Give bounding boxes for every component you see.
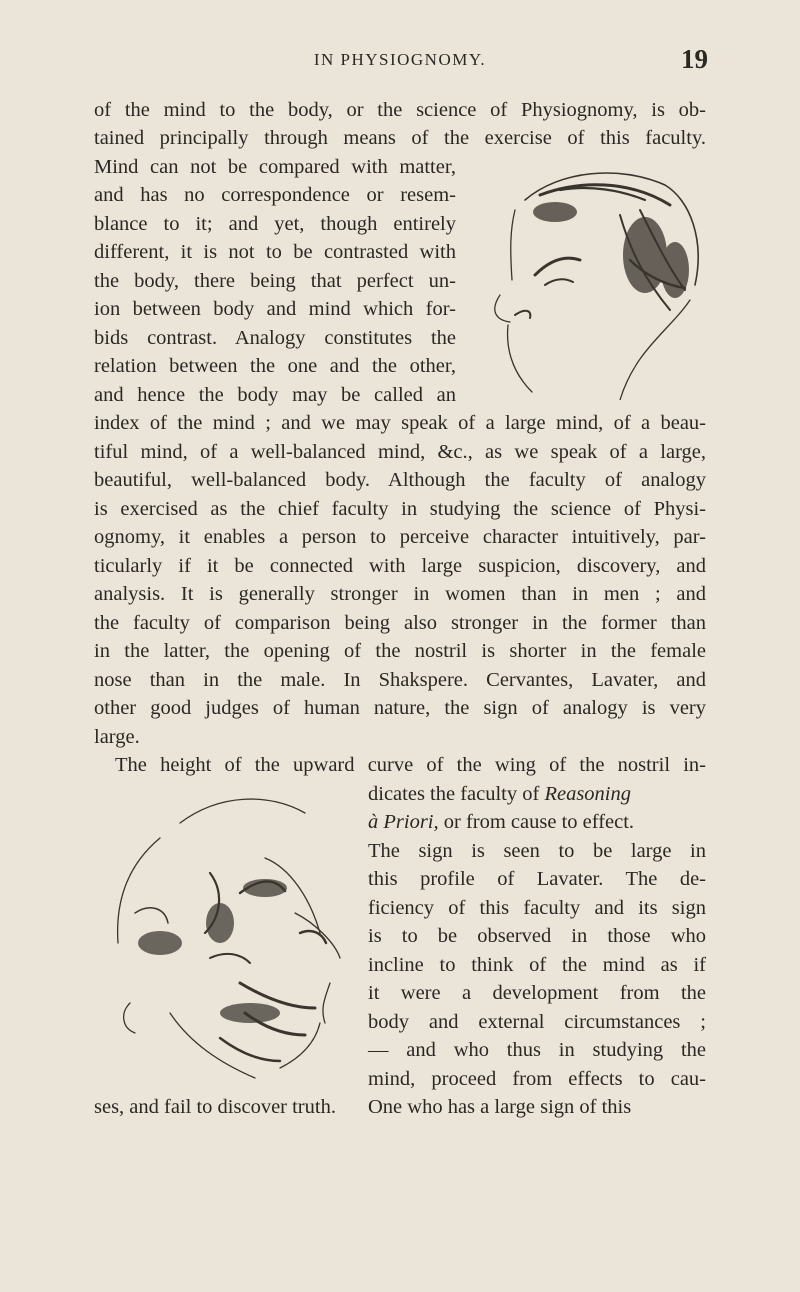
text-line: tiful mind, of a well-balanced mind, &c., as we speak of a large,	[94, 441, 706, 463]
text-line: and hence the body may be called an	[94, 384, 456, 406]
text-line: body and external circumstances ;	[368, 1011, 706, 1033]
text-line: other good judges of human nature, the sign of analogy is very	[94, 697, 706, 719]
text-line: relation between the one and the other,	[94, 355, 456, 377]
text-line: — and who thus in studying the	[368, 1039, 706, 1061]
text-line: ses, and fail to discover truth.	[94, 1096, 336, 1118]
text-line: incline to think of the mind as if	[368, 954, 706, 976]
page-number: 19	[681, 44, 708, 74]
text-line: different, it is not to be contrasted with	[94, 241, 456, 263]
text-line: of the mind to the body, or the science of Physiognomy, is ob-	[94, 99, 706, 121]
text-line: large.	[94, 726, 140, 748]
lavater-profile-illustration	[90, 783, 360, 1093]
text-line: is to be observed in those who	[368, 925, 706, 947]
text-line: and has no correspondence or resem-	[94, 184, 456, 206]
text-line	[368, 810, 706, 834]
text-line: ognomy, it enables a person to perceive character intuitively, par-	[94, 526, 706, 548]
text-line: Mind can not be compared with matter,	[94, 156, 456, 178]
text-line: tained principally through means of the exercise of this faculty.	[94, 127, 706, 149]
lavater-profile-figure	[90, 783, 360, 1093]
text-line: beautiful, well-balanced body. Although the faculty of analogy	[94, 469, 706, 491]
running-title: IN PHYSIOGNOMY.	[313, 50, 487, 69]
text-line: blance to it; and yet, though entirely	[94, 213, 456, 235]
page-header	[0, 44, 800, 78]
head-engraving-figure	[470, 160, 710, 400]
text-line	[368, 782, 706, 806]
text-line: in the latter, the opening of the nostril is shorter in the female	[94, 640, 706, 662]
text-line: the body, there being that perfect un-	[94, 270, 456, 292]
text-line: mind, proceed from effects to cau-	[368, 1068, 706, 1090]
text-line: this profile of Lavater. The de-	[368, 868, 706, 890]
text-line: analysis. It is generally stronger in women than in men ; and	[94, 583, 706, 605]
text-line: ficiency of this faculty and its sign	[368, 897, 706, 919]
text-line: ticularly if it be connected with large suspicion, discovery, and	[94, 555, 706, 577]
text-line: it were a development from the	[368, 982, 706, 1004]
text-line: The sign is seen to be large in	[368, 840, 706, 862]
text-line: the faculty of comparison being also stronger in the former than	[94, 612, 706, 634]
text-line: is exercised as the chief faculty in studying the science of Physi-	[94, 498, 706, 520]
text-line: ion between body and mind which for-	[94, 298, 456, 320]
text-span: dicates the faculty of	[368, 783, 540, 805]
text-line: The height of the upward curve of the wing of the nostril in-	[115, 754, 706, 776]
text-span: or from cause to effect.	[438, 811, 635, 833]
italic-term: Reasoning	[544, 783, 631, 805]
text-line: One who has a large sign of this	[368, 1096, 632, 1118]
head-engraving-illustration	[470, 160, 710, 400]
text-line: index of the mind ; and we may speak of a large mind, of a beau-	[94, 412, 706, 434]
text-line: nose than in the male. In Shakspere. Cervantes, Lavater, and	[94, 669, 706, 691]
italic-term: à Priori,	[368, 811, 439, 833]
text-line: bids contrast. Analogy constitutes the	[94, 327, 456, 349]
